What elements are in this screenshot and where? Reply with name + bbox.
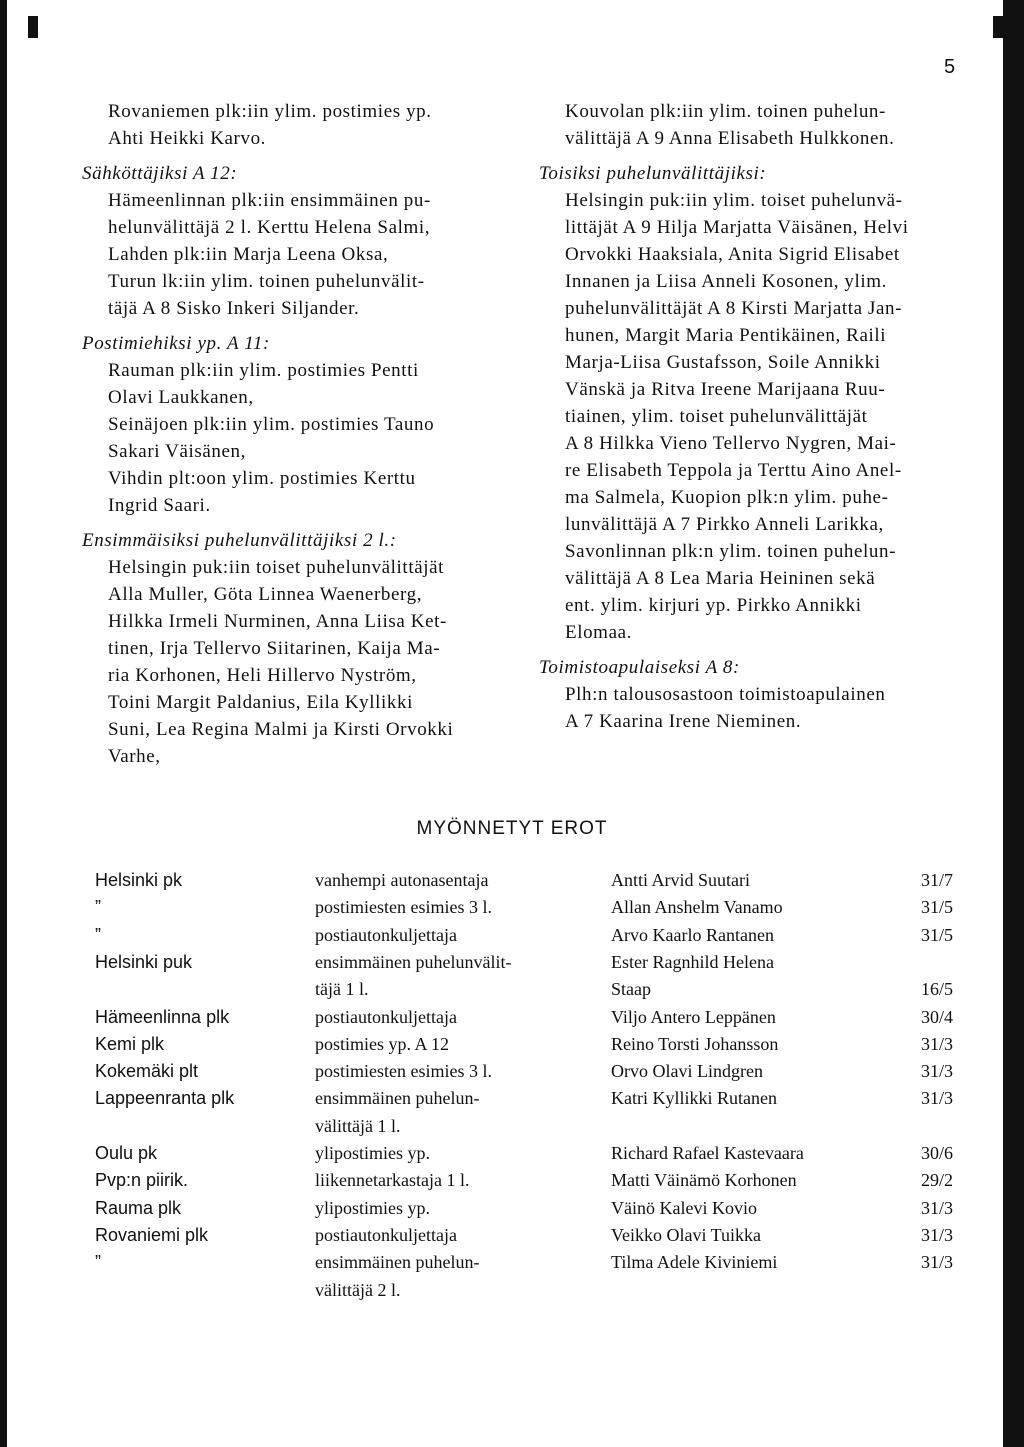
date-cell: 31/3 xyxy=(920,1088,953,1109)
right-column-text-line: ma Salmela, Kuopion plk:n ylim. puhe- xyxy=(565,487,889,508)
office-cell: Kemi plk xyxy=(95,1033,165,1054)
office-cell: Pvp:n piirik. xyxy=(95,1170,189,1191)
table-row xyxy=(0,1280,1024,1307)
table-row xyxy=(0,870,1024,897)
table-row xyxy=(0,1252,1024,1279)
left-column-text-line: Vihdin plt:oon ylim. postimies Kerttu xyxy=(108,468,416,489)
name-cell: Arvo Kaarlo Rantanen xyxy=(611,924,774,945)
table-row xyxy=(0,1007,1024,1034)
left-column-heading: Ensimmäisiksi puhelunvälittäjiksi 2 l.: xyxy=(82,530,397,551)
office-cell: ” xyxy=(95,897,101,918)
left-column-text-line: Toini Margit Paldanius, Eila Kyllikki xyxy=(108,692,413,713)
right-column-text-line: hunen, Margit Maria Pentikäinen, Raili xyxy=(565,325,887,346)
name-cell: Matti Väinämö Korhonen xyxy=(611,1170,797,1191)
left-column-heading: Sähköttäjiksi A 12: xyxy=(82,163,238,184)
table-row xyxy=(0,1061,1024,1088)
name-cell: Antti Arvid Suutari xyxy=(611,870,750,890)
title-cell: täjä 1 l. xyxy=(315,979,369,1000)
title-cell: ylipostimies yp. xyxy=(315,1197,431,1218)
left-column-text-line: Sakari Väisänen, xyxy=(108,441,246,462)
date-cell: 16/5 xyxy=(920,979,953,1000)
left-column-text-line: Ingrid Saari. xyxy=(108,495,211,516)
office-cell: Hämeenlinna plk xyxy=(95,1006,230,1027)
left-column-text-line: Turun lk:iin ylim. toinen puhelunvälit- xyxy=(108,271,425,292)
date-cell: 30/4 xyxy=(920,1006,953,1027)
left-column-text-line: Rauman plk:iin ylim. postimies Pentti xyxy=(108,360,419,381)
name-cell: Ester Ragnhild Helena xyxy=(611,951,774,972)
left-column xyxy=(82,98,506,770)
name-cell: Viljo Antero Leppänen xyxy=(611,1006,776,1027)
right-column-text-line: ent. ylim. kirjuri yp. Pirkko Annikki xyxy=(565,595,862,616)
table-row xyxy=(0,1116,1024,1143)
right-column-text-line: A 7 Kaarina Irene Nieminen. xyxy=(565,711,802,732)
title-cell: ensimmäinen puhelunvälit- xyxy=(315,951,512,972)
name-cell: Väinö Kalevi Kovio xyxy=(611,1197,757,1218)
right-column-text-line: Plh:n talousosastoon toimistoapulainen xyxy=(565,684,886,705)
title-cell: välittäjä 2 l. xyxy=(315,1279,401,1300)
table-row xyxy=(0,1034,1024,1061)
right-column-text-line: välittäjä A 8 Lea Maria Heininen sekä xyxy=(565,568,876,589)
name-cell: Veikko Olavi Tuikka xyxy=(611,1224,762,1245)
title-cell: liikennetarkastaja 1 l. xyxy=(315,1170,470,1191)
scan-edge-mark xyxy=(28,16,38,38)
table-row xyxy=(0,1170,1024,1197)
left-column-text-line: Rovaniemen plk:iin ylim. postimies yp. xyxy=(108,101,432,122)
name-cell: Allan Anshelm Vanamo xyxy=(611,897,783,918)
title-cell: välittäjä 1 l. xyxy=(315,1115,401,1136)
left-column-text-line: Olavi Laukkanen, xyxy=(108,387,254,408)
right-column-text-line: tiainen, ylim. toiset puhelunvälittäjät xyxy=(565,406,868,427)
name-cell: Reino Torsti Johansson xyxy=(611,1033,779,1054)
office-cell: Kokemäki plt xyxy=(95,1061,199,1082)
left-column-text-line: täjä A 8 Sisko Inkeri Siljander. xyxy=(108,298,360,319)
right-column-text-line: A 8 Hilkka Vieno Tellervo Nygren, Mai- xyxy=(565,433,897,454)
office-cell: ” xyxy=(95,924,101,945)
title-cell: postiautonkuljettaja xyxy=(315,924,457,945)
title-cell: postimiesten esimies 3 l. xyxy=(315,897,492,918)
name-cell: Orvo Olavi Lindgren xyxy=(611,1061,763,1082)
table-row xyxy=(0,925,1024,952)
office-cell: Rauma plk xyxy=(95,1197,182,1218)
office-cell: ” xyxy=(95,1252,101,1273)
right-column-text-line: re Elisabeth Teppola ja Terttu Aino Anel- xyxy=(565,460,902,481)
date-cell: 31/3 xyxy=(920,1061,953,1082)
table-row xyxy=(0,979,1024,1006)
table-row xyxy=(0,1088,1024,1115)
name-cell: Richard Rafael Kastevaara xyxy=(611,1143,804,1163)
title-cell: ensimmäinen puhelun- xyxy=(315,1088,480,1109)
left-column-text-line: Hämeenlinnan plk:iin ensimmäinen pu- xyxy=(108,190,431,211)
date-cell: 31/3 xyxy=(920,1224,953,1245)
left-column-heading: Postimiehiksi yp. A 11: xyxy=(82,333,270,354)
scan-edge-mark-right xyxy=(993,16,1003,38)
right-column-text-line: Orvokki Haaksiala, Anita Sigrid Elisabet xyxy=(565,244,900,265)
left-column-text-line: Helsingin puk:iin toiset puhelunvälittäjät xyxy=(108,557,445,578)
left-column-text-line: ria Korhonen, Heli Hillervo Nyström, xyxy=(108,665,417,686)
right-column-heading: Toimistoapulaiseksi A 8: xyxy=(539,657,740,678)
name-cell: Tilma Adele Kiviniemi xyxy=(611,1252,778,1273)
section-title: MYÖNNETYT EROT xyxy=(416,818,608,839)
date-cell: 31/5 xyxy=(920,897,953,918)
left-column-text-line: Suni, Lea Regina Malmi ja Kirsti Orvokki xyxy=(108,719,454,740)
right-column-text-line: littäjät A 9 Hilja Marjatta Väisänen, Helvi xyxy=(565,217,909,238)
office-cell: Oulu pk xyxy=(95,1143,158,1163)
right-column-text-line: puhelunvälittäjät A 8 Kirsti Marjatta Jan- xyxy=(565,298,903,319)
left-column-text-line: Seinäjoen plk:iin ylim. postimies Tauno xyxy=(108,414,435,435)
right-column-text-line: Savonlinnan plk:n ylim. toinen puhelun- xyxy=(565,541,897,562)
name-cell: Staap xyxy=(611,979,651,1000)
right-column-text-line: Vänskä ja Ritva Ireene Marijaana Ruu- xyxy=(565,379,886,400)
left-column-text-line: Hilkka Irmeli Nurminen, Anna Liisa Ket- xyxy=(108,611,447,632)
title-cell: postimiesten esimies 3 l. xyxy=(315,1061,492,1082)
table-row xyxy=(0,1225,1024,1252)
right-column-text-line: Kouvolan plk:iin ylim. toinen puhelun- xyxy=(565,101,886,122)
right-column xyxy=(539,98,955,735)
title-cell: vanhempi autonasentaja xyxy=(315,870,489,890)
left-column-text-line: Varhe, xyxy=(108,746,161,767)
title-cell: postiautonkuljettaja xyxy=(315,1224,457,1245)
left-column-text-line: tinen, Irja Tellervo Siitarinen, Kaija Ma- xyxy=(108,638,441,659)
office-cell: Helsinki pk xyxy=(95,870,183,890)
office-cell: Helsinki puk xyxy=(95,951,193,972)
office-cell: Rovaniemi plk xyxy=(95,1224,209,1245)
right-column-text-line: Marja-Liisa Gustafsson, Soile Annikki xyxy=(565,352,881,373)
left-column-text-line: Lahden plk:iin Marja Leena Oksa, xyxy=(108,244,389,265)
left-column-text-line: helunvälittäjä 2 l. Kerttu Helena Salmi, xyxy=(108,217,431,238)
date-cell: 31/7 xyxy=(920,870,953,890)
title-cell: postimies yp. A 12 xyxy=(315,1033,450,1054)
name-cell: Katri Kyllikki Rutanen xyxy=(611,1088,777,1109)
date-cell: 31/5 xyxy=(920,924,953,945)
date-cell: 31/3 xyxy=(920,1197,953,1218)
date-cell: 30/6 xyxy=(920,1143,953,1163)
right-column-text-line: Elomaa. xyxy=(565,622,632,643)
title-cell: ensimmäinen puhelun- xyxy=(315,1252,480,1273)
date-cell: 31/3 xyxy=(920,1252,953,1273)
date-cell: 31/3 xyxy=(920,1033,953,1054)
right-column-text-line: Helsingin puk:iin ylim. toiset puhelunvä- xyxy=(565,190,903,211)
title-cell: ylipostimies yp. xyxy=(315,1143,431,1163)
date-cell: 29/2 xyxy=(920,1170,953,1191)
page-number: 5 xyxy=(944,56,956,78)
table-row xyxy=(0,1198,1024,1225)
right-column-text-line: Innanen ja Liisa Anneli Kosonen, ylim. xyxy=(565,271,887,292)
table-row xyxy=(0,952,1024,979)
right-column-text-line: välittäjä A 9 Anna Elisabeth Hulkkonen. xyxy=(565,128,895,149)
right-column-text-line: lunvälittäjä A 7 Pirkko Anneli Larikka, xyxy=(565,514,884,535)
left-column-text-line: Alla Muller, Göta Linnea Waenerberg, xyxy=(108,584,423,605)
office-cell: Lappeenranta plk xyxy=(95,1088,235,1109)
right-column-heading: Toisiksi puhelunvälittäjiksi: xyxy=(539,163,767,184)
title-cell: postiautonkuljettaja xyxy=(315,1006,457,1027)
left-column-text-line: Ahti Heikki Karvo. xyxy=(108,128,267,149)
table-row xyxy=(0,897,1024,924)
table-row xyxy=(0,1143,1024,1170)
